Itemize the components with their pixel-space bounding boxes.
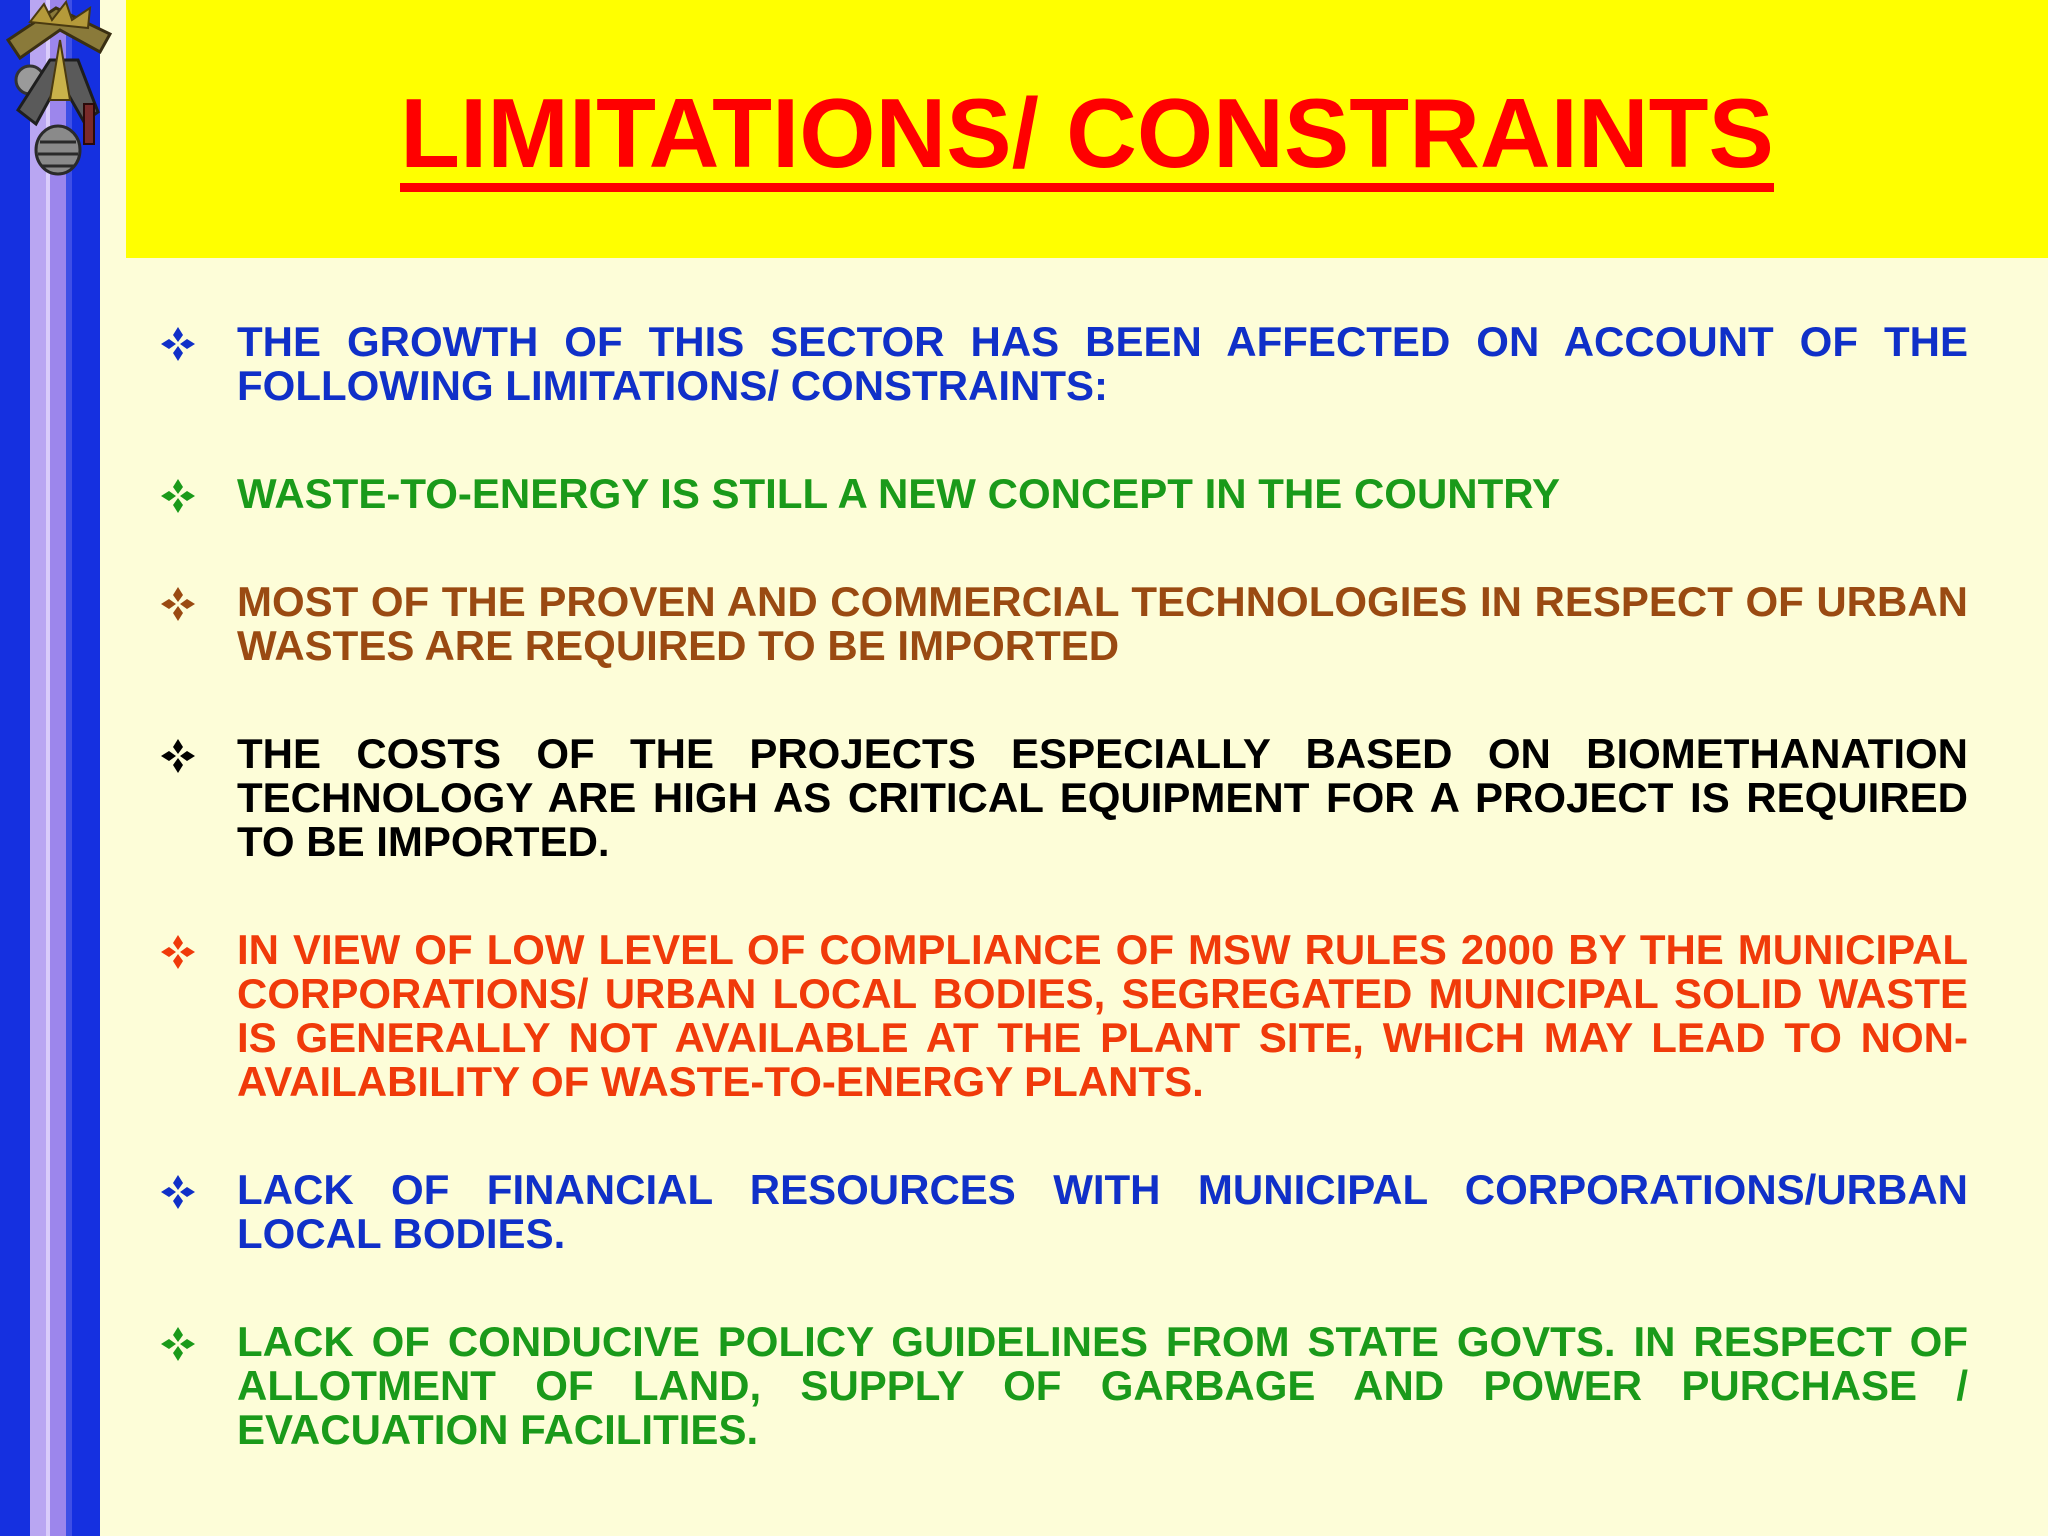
bullet-text: IN VIEW OF LOW LEVEL OF COMPLIANCE OF MSW RULES 2000 BY THE MUNICIPAL CORPORATIONS/ URBAN LOCAL BODIES, SEGREGATED MUNICIPAL SOLID WASTE IS GENERALLY NOT AVAILABLE AT THE PLANT SITE, WHICH MAY LEAD TO NON-AVAILABILITY OF WASTE-TO-ENERGY PLANTS. [237,926,1968,1105]
bullet-list [160,320,1968,1452]
bar-stripe [50,0,66,1536]
bullet-text: LACK OF FINANCIAL RESOURCES WITH MUNICIPAL CORPORATIONS/URBAN LOCAL BODIES. [237,1166,1968,1257]
four-diamond-bullet-icon [160,1174,196,1210]
bullet-text: MOST OF THE PROVEN AND COMMERCIAL TECHNOLOGIES IN RESPECT OF URBAN WASTES ARE REQUIRED TO BE IMPORTED [237,578,1968,669]
emblem-logo-icon [0,0,126,180]
bullet-item [160,928,1968,1104]
bullet-text: WASTE-TO-ENERGY IS STILL A NEW CONCEPT IN THE COUNTRY [237,470,1561,517]
left-decorative-bar [0,0,100,1536]
four-diamond-bullet-icon [160,478,196,514]
bullet-item [160,1168,1968,1256]
four-diamond-bullet-icon [160,326,196,362]
four-diamond-bullet-icon [160,738,196,774]
slide-title [126,78,2048,192]
bullet-item [160,1320,1968,1452]
bullet-item [160,472,1968,516]
bar-stripe [66,0,72,1536]
bullet-item [160,320,1968,408]
four-diamond-bullet-icon [160,586,196,622]
four-diamond-bullet-icon [160,934,196,970]
bullet-text: THE COSTS OF THE PROJECTS ESPECIALLY BASED ON BIOMETHANATION TECHNOLOGY ARE HIGH AS CRITICAL EQUIPMENT FOR A PROJECT IS REQUIRED TO BE IMPORTED. [237,730,1968,865]
bullet-text: THE GROWTH OF THIS SECTOR HAS BEEN AFFECTED ON ACCOUNT OF THE FOLLOWING LIMITATIONS/ CONSTRAINTS: [237,318,1968,409]
bullet-item [160,580,1968,668]
four-diamond-bullet-icon [160,1326,196,1362]
bar-stripe [30,0,46,1536]
slide-title-text: LIMITATIONS/ CONSTRAINTS [400,85,1774,192]
bullet-text: LACK OF CONDUCIVE POLICY GUIDELINES FROM STATE GOVTS. IN RESPECT OF ALLOTMENT OF LAND, SUPPLY OF GARBAGE AND POWER PURCHASE / EVACUATION FACILITIES. [237,1318,1968,1453]
bullet-item [160,732,1968,864]
